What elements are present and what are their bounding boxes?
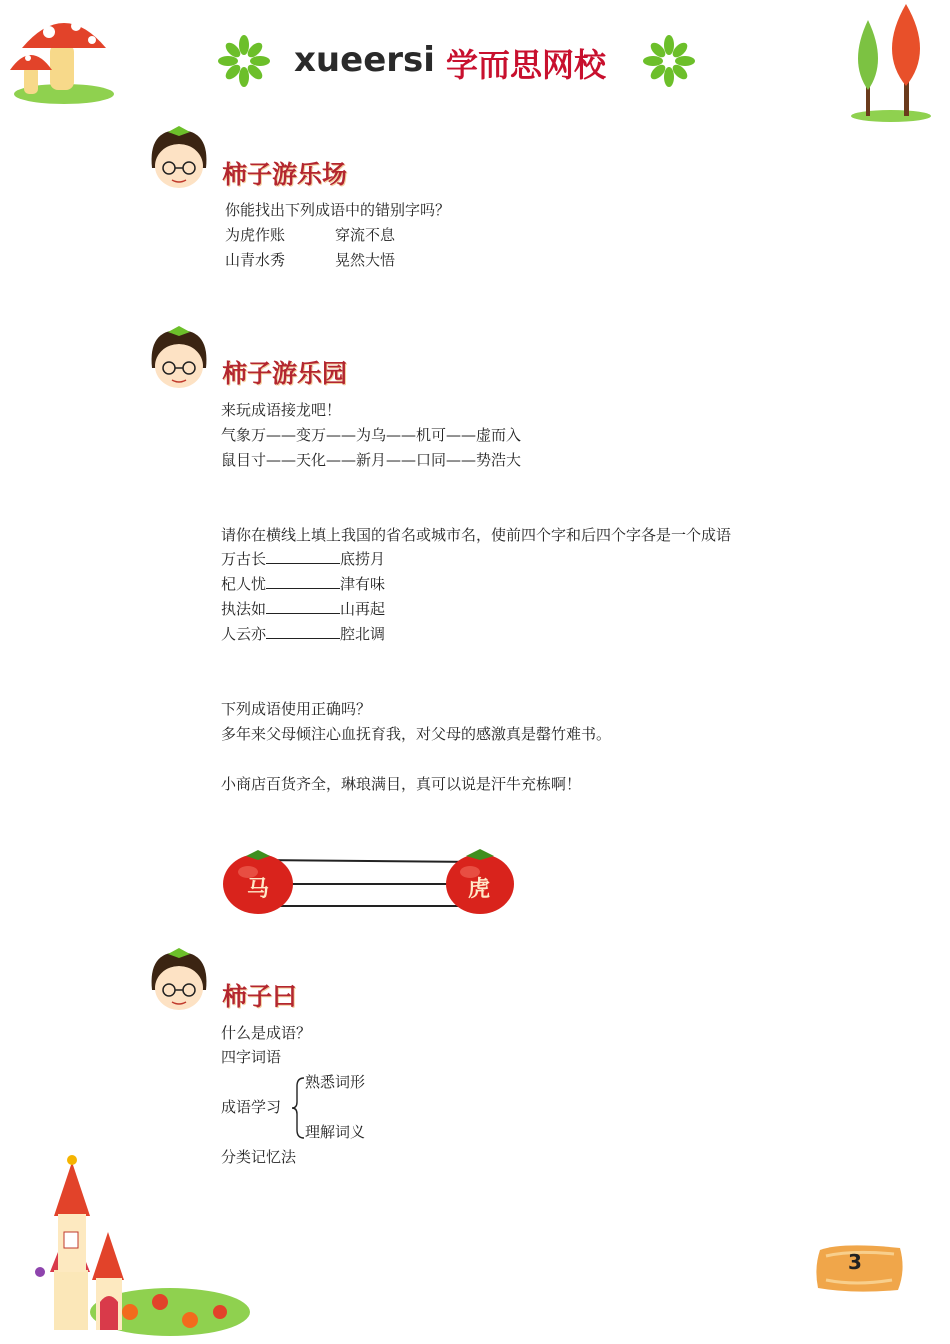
brand-name: xueersi bbox=[294, 40, 435, 80]
idiom-text: 穿流不息 bbox=[335, 226, 396, 244]
usage-sentence: 多年来父母倾注心血抚育我，对父母的感激真是罄竹难书。 bbox=[221, 725, 612, 743]
fill-before: 杞人忧 bbox=[221, 575, 267, 593]
usage-sentence: 小商店百货齐全，琳琅满目，真可以说是汗牛充栋啊！ bbox=[221, 775, 582, 793]
fill-after: 底捞月 bbox=[340, 550, 386, 568]
usage-question: 下列成语使用正确吗？ bbox=[221, 700, 372, 718]
flower-icon bbox=[643, 35, 695, 87]
fill-item bbox=[221, 549, 385, 569]
castle-decoration bbox=[30, 1152, 250, 1338]
section-title: 柿子曰 bbox=[222, 982, 298, 1011]
branch-item: 熟悉词形 bbox=[305, 1073, 366, 1091]
branch-item: 理解词义 bbox=[305, 1123, 366, 1141]
summary-line: 什么是成语？ bbox=[221, 1024, 312, 1042]
chain-line: 气象万——变万——为乌——机可——虚而入 bbox=[221, 426, 522, 444]
chain-line: 鼠目寸——天化——新月——口同——势浩大 bbox=[221, 451, 522, 469]
section-title: 柿子游乐园 bbox=[222, 359, 348, 388]
summary-line: 四字词语 bbox=[221, 1048, 282, 1066]
tomato-label-left: 马 bbox=[247, 877, 270, 902]
intro-text: 来玩成语接龙吧！ bbox=[221, 401, 342, 419]
avatar bbox=[144, 946, 214, 1016]
mushroom-decoration bbox=[4, 6, 114, 106]
fill-after: 津有味 bbox=[340, 575, 386, 593]
fill-after: 腔北调 bbox=[340, 625, 386, 643]
idiom-text: 晃然大悟 bbox=[335, 251, 396, 269]
trees-decoration bbox=[846, 2, 936, 124]
fill-item bbox=[221, 624, 385, 644]
page-number: 3 bbox=[848, 1250, 862, 1274]
fill-after: 山再起 bbox=[340, 600, 386, 618]
brand-name-cn: 学而思网校 bbox=[446, 46, 607, 84]
avatar bbox=[144, 124, 214, 194]
fill-before: 执法如 bbox=[221, 600, 267, 618]
fill-blank bbox=[266, 624, 340, 639]
fill-before: 万古长 bbox=[221, 550, 267, 568]
fill-before: 人云亦 bbox=[221, 625, 267, 643]
question-text: 你能找出下列成语中的错别字吗？ bbox=[225, 201, 451, 219]
fill-blank bbox=[266, 549, 340, 564]
avatar bbox=[144, 324, 214, 394]
fill-prompt: 请你在横线上填上我国的省名或城市名，使前四个字和后四个字各是一个成语 bbox=[221, 526, 732, 544]
fill-blank bbox=[266, 599, 340, 614]
branch-label: 成语学习 bbox=[221, 1098, 282, 1116]
summary-line: 分类记忆法 bbox=[221, 1148, 297, 1166]
tomato-label-right: 虎 bbox=[468, 877, 491, 902]
fill-item bbox=[221, 574, 385, 594]
idiom-text: 为虎作账 bbox=[225, 226, 286, 244]
list-item bbox=[225, 250, 395, 270]
fill-blank bbox=[266, 574, 340, 589]
list-item bbox=[225, 225, 395, 245]
section-title: 柿子游乐场 bbox=[222, 160, 348, 189]
flower-icon bbox=[218, 35, 270, 87]
idiom-text: 山青水秀 bbox=[225, 251, 286, 269]
brace-icon bbox=[290, 1076, 306, 1140]
fill-item bbox=[221, 599, 385, 619]
